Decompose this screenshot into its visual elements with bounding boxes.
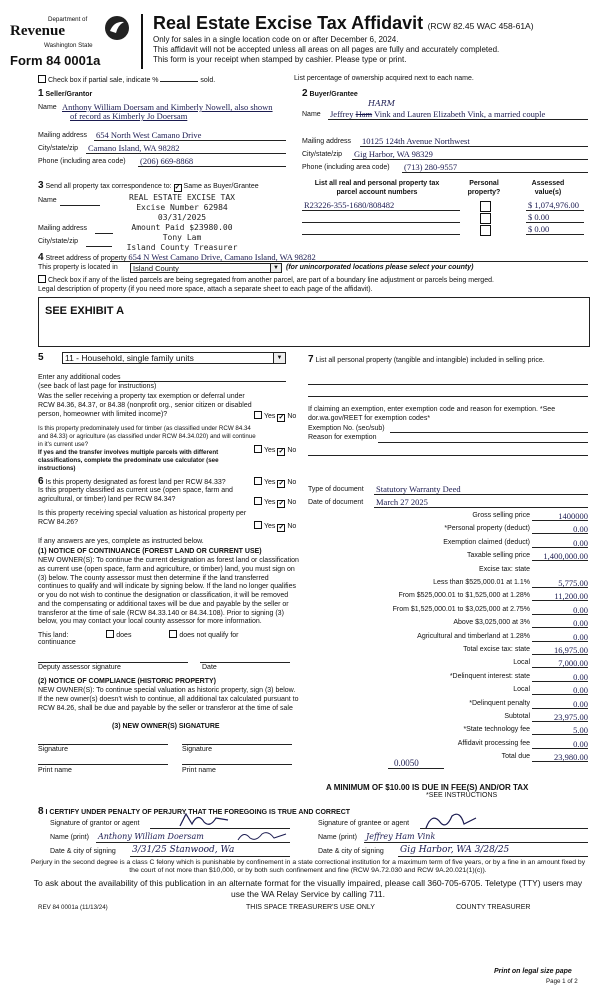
correspondence-heading: [38, 180, 259, 193]
tax-label-10: Total excise tax: state: [463, 646, 530, 653]
tax-value-9[interactable]: 0.00: [573, 631, 588, 642]
tax-value-line-17: [532, 748, 588, 749]
page-number: Page 1 of 2: [546, 978, 578, 985]
s5-q1: Was the seller receiving a property tax exemption or deferral under RCW 84.36, 84.37, or 84.38 (nonprofit org., senior citizen or disabled person, homeowner with limited income)?: [38, 393, 252, 418]
buyer-phone-line: [402, 172, 588, 173]
chevron-down-icon[interactable]: ▼: [270, 264, 281, 272]
tax-value-2[interactable]: 0.00: [573, 537, 588, 548]
land-use-select[interactable]: [62, 352, 286, 364]
form-number: Form 84 0001a: [10, 53, 101, 68]
tax-value-10[interactable]: 16,975.00: [554, 645, 588, 655]
stamp-line-6: Island County Treasurer: [126, 243, 238, 252]
deputy-date-line[interactable]: [200, 662, 290, 663]
form-title-row: [153, 13, 534, 34]
stamp-line-5: Tony Lam: [162, 233, 202, 242]
parcel-row-2-line: [302, 222, 460, 223]
minimum-notice: A MINIMUM OF $10.00 IS DUE IN FEE(S) AND/OR TAX: [326, 783, 529, 792]
does-checkbox[interactable]: [106, 630, 114, 638]
correspondence-heading-a: Send all property tax correspondence to:: [45, 183, 172, 190]
s5-q2: Is this property predominately used for timber (as classified under RCW 84.34 and 84.33) or agriculture (as classified under RCW 84.34.020) and will continue in it's current use?: [38, 425, 256, 448]
grantor-signature: [176, 810, 236, 830]
chevron-down-icon[interactable]: ▼: [273, 353, 285, 363]
assessed-header-a: Assessed: [531, 180, 565, 187]
section5-num: 5: [38, 352, 44, 363]
grantor-name-label: Name (print): [50, 834, 89, 841]
tax-value-3[interactable]: 1,400,000.00: [543, 551, 588, 562]
form-rcw: (RCW 82.45 WAC 458-61A): [427, 21, 534, 31]
segregate-row: [38, 275, 494, 286]
s6-q3-yes-checkbox[interactable]: [254, 521, 262, 529]
tax-value-line-6: [532, 600, 588, 601]
s6-q2-no-checkbox[interactable]: ✓: [278, 500, 285, 507]
additional-codes-line: [118, 381, 286, 382]
owner-sig-line-1[interactable]: [38, 744, 168, 745]
seller-heading: [38, 88, 92, 101]
additional-codes-a: Enter any additional codes: [38, 374, 121, 381]
personal-header: [462, 180, 506, 198]
s5-q2-no-checkbox[interactable]: ✓: [278, 448, 285, 455]
does-not-checkbox[interactable]: [169, 630, 177, 638]
notice1-body: NEW OWNER(S): To continue the current designation as forest land or classification as current use (open space, farm and agriculture, or timber) land, you must sign on (3) below. The county assessor must then determine if the land transferred continues to qualify and will indicate by signing below. If the land no longer qualifies or you do not wish to continue the designation or classification, it will be removed and the compensating or additional taxes will be due and payable by the seller or transferor at the time of sale (RCW 84.33.140 or 84.34.108). Prior to signing (3) below, you may contact your local county assessor for more information.: [38, 557, 299, 626]
street-label: Street address of property: [45, 255, 127, 262]
tax-value-line-13: [532, 694, 588, 695]
parcel-val-2-line: [526, 222, 584, 223]
parcel-val-3-line: [526, 234, 584, 235]
parcel-header-b: parcel account numbers: [336, 188, 418, 196]
grantor-sig-label: Signature of grantor or agent: [50, 820, 140, 827]
seller-city-line: [86, 153, 286, 154]
tax-value-14[interactable]: 0.00: [573, 698, 588, 709]
county-select[interactable]: [130, 263, 282, 273]
personal-property-line-1: [308, 384, 588, 385]
corr-city-label: City/state/zip: [38, 238, 79, 245]
tax-value-line-5: [532, 587, 588, 588]
buyer-name-label: Name: [302, 111, 321, 118]
local-rate-line: [388, 768, 444, 769]
parcel-row-3-line: [302, 234, 460, 235]
owner-print-line-2[interactable]: [182, 764, 292, 765]
perjury-notice: Perjury in the second degree is a class C felony which is punishable by confinement in a state correctional institution for a maximum term of five years, or by a fine in an amount fixed by the court of not more than $10,000, or by both such confinement and fine (RCW 9A.72.030 and RCW 9A.20.021(1)(c)).: [30, 859, 586, 875]
buyer-city-value[interactable]: Gig Harbor, WA 98329: [354, 149, 433, 159]
grantor-name-signature: [236, 828, 290, 844]
street-line: [110, 261, 588, 262]
s5-q2b: If yes and the transfer involves multiple parcels with different classifications, complete the predominate use calculator (see instructions): [38, 449, 219, 472]
tax-value-6[interactable]: 11,200.00: [554, 591, 588, 602]
tax-value-11[interactable]: 7,000.00: [558, 658, 588, 669]
tax-value-16[interactable]: 5.00: [573, 725, 588, 736]
stamp-line-1: REAL ESTATE EXCISE TAX: [129, 193, 235, 202]
county-treasurer: COUNTY TREASURER: [456, 904, 531, 911]
grantor-name-value[interactable]: Anthony William Doersam: [98, 832, 204, 841]
buyer-phone-value[interactable]: (713) 280-9557: [404, 162, 458, 172]
parcel-row-1-value[interactable]: $ 1,074,976.00: [528, 200, 579, 210]
land-use-value: 11 - Household, single family units: [65, 353, 194, 363]
s5-q1-no-checkbox[interactable]: ✓: [278, 414, 285, 421]
s6-q1-yes-label: Yes: [264, 479, 276, 486]
seller-city-label: City/state/zip: [38, 145, 79, 152]
tax-value-line-7: [532, 614, 588, 615]
seller-city-value[interactable]: Camano Island, WA 98282: [88, 143, 180, 153]
legal-description-text: SEE EXHIBIT A: [45, 305, 125, 317]
tax-value-17[interactable]: 0.00: [573, 738, 588, 749]
dept-line3: Washington State: [44, 42, 93, 49]
county-value: Island County: [133, 264, 179, 273]
tax-label-1: *Personal property (deduct): [444, 525, 530, 533]
parcel-personal-3[interactable]: [480, 225, 491, 236]
tax-label-5: Less than $525,000.01 at 1.1%: [433, 579, 530, 586]
notice2-heading: (2) NOTICE OF COMPLIANCE (HISTORIC PROPERTY): [38, 678, 216, 685]
tax-value-line-9: [532, 641, 588, 642]
tax-label-12: *Delinquent interest: state: [449, 672, 530, 680]
continuance-label: continuance: [38, 639, 76, 646]
new-owner-sig-heading: (3) NEW OWNER(S) SIGNATURE: [112, 723, 220, 730]
notice-3: This form is your receipt when stamped by cashier. Please type or print.: [153, 55, 407, 64]
notice1-heading: (1) NOTICE OF CONTINUANCE (FOREST LAND OR CURRENT USE): [38, 548, 262, 555]
s5-q2-yes-label: Yes: [264, 447, 276, 454]
corr-city-line: [86, 246, 112, 247]
tax-value-1[interactable]: 0.00: [573, 524, 588, 535]
seller-heading-text: Seller/Grantor: [45, 91, 93, 98]
grantor-date-value[interactable]: 3/31/25 Stanwood, Wa: [132, 845, 235, 855]
tax-label-9: Agricultural and timberland at 1.28%: [417, 632, 530, 640]
buyer-name-a: Jeffrey: [330, 109, 354, 119]
print-legal: Print on legal size pape: [494, 968, 572, 975]
s5-q2-answer: [254, 445, 296, 456]
seller-phone-value[interactable]: (206) 669-8868: [140, 156, 194, 166]
s6-q2-yes-label: Yes: [264, 499, 276, 506]
s6-q3: Is this property receiving special valuation as historical property per RCW 84.26?: [38, 510, 247, 526]
tax-value-15[interactable]: 23,975.00: [554, 712, 588, 722]
parcel-row-1-number[interactable]: R23226-355-1680/808482: [304, 200, 395, 210]
tax-label-18: Total due: [501, 753, 530, 761]
seller-name-1[interactable]: Anthony William Doersam and Kimberly Nowell, also shown: [62, 102, 273, 112]
corr-mailing-label: Mailing address: [38, 225, 88, 232]
located-label: This property is located in: [38, 264, 118, 271]
owner-print-line-1[interactable]: [38, 764, 168, 765]
header-divider: [141, 14, 143, 69]
treasurer-stamp: [112, 193, 252, 253]
doc-type-line: [374, 494, 588, 495]
tax-value-line-15: [532, 721, 588, 722]
legal-description-box[interactable]: [38, 297, 590, 347]
parcel-personal-2[interactable]: [480, 213, 491, 224]
tax-label-7: From $1,525,000.01 to $3,025,000 at 2.75%: [392, 605, 530, 613]
buyer-num: 2: [302, 88, 308, 99]
doc-date-value[interactable]: March 27 2025: [376, 497, 428, 507]
deputy-sig-line[interactable]: [38, 662, 188, 663]
personal-property-line-2: [308, 396, 588, 397]
corr-name-line: [60, 205, 100, 206]
parcel-header-a: List all real and personal property tax: [314, 180, 440, 187]
grantee-sig-label: Signature of grantee or agent: [318, 820, 410, 827]
buyer-city-line: [352, 159, 588, 160]
reason-line-1: [378, 442, 588, 443]
rev-number: REV 84 0001a (11/13/24): [38, 904, 108, 911]
notice-2: This affidavit will not be accepted unless all areas on all pages are fully and accurately completed.: [153, 45, 500, 54]
tax-value-line-11: [532, 667, 588, 668]
reason-line-2: [308, 455, 588, 456]
tax-label-16: *State technology fee: [463, 726, 530, 734]
additional-codes-b: (see back of last page for instructions): [38, 383, 157, 390]
tax-value-13[interactable]: 0.00: [573, 685, 588, 696]
seller-phone-line: [138, 166, 286, 167]
tax-label-17: Affidavit processing fee: [457, 739, 530, 747]
partial-sale-row: [38, 75, 215, 86]
buyer-name-b: Vink and Lauren Elizabeth Vink, a married couple: [374, 109, 546, 119]
tax-label-13: Local: [513, 686, 530, 694]
tax-label-3: Taxable selling price: [466, 552, 530, 560]
doc-type-label: Type of document: [308, 486, 364, 493]
parcel-header: [302, 180, 452, 198]
exemption-no-label: Exemption No. (sec/sub): [308, 425, 385, 432]
parcel-personal-1[interactable]: [480, 201, 491, 212]
parcel-row-1-line: [302, 210, 460, 211]
tax-value-line-0: [532, 520, 588, 521]
s6-q2-no-label: No: [287, 499, 297, 506]
s6-q2: Is this property classified as current use (open space, farm and agricultural, or timber) land per RCW 84.34?: [38, 487, 233, 503]
s5-q2-no-label: No: [287, 447, 297, 454]
tax-label-11: Local: [513, 659, 530, 667]
buyer-name-row[interactable]: [330, 109, 545, 119]
stamp-line-3: 03/31/2025: [157, 213, 207, 222]
tax-value-0[interactable]: 1400000: [558, 511, 588, 521]
s5-q1-yes-checkbox[interactable]: [254, 411, 262, 419]
seller-mailing-value[interactable]: 654 North West Camano Drive: [96, 130, 202, 140]
grantee-date-value[interactable]: Gig Harbor, WA 3/28/25: [400, 845, 510, 855]
deputy-label: Deputy assessor signature: [38, 664, 121, 671]
exemption-no-line: [390, 432, 588, 433]
assessed-header-b: value(s): [534, 188, 562, 196]
partial-sale-checkbox[interactable]: [38, 75, 46, 83]
grantor-date-line: [130, 856, 290, 857]
personal-header-a: Personal: [469, 180, 499, 187]
dor-logo: [10, 13, 130, 51]
tax-value-line-16: [532, 734, 588, 735]
pct-ownership-note: List percentage of ownership acquired next to each name.: [294, 75, 474, 82]
section7-text: List all personal property (tangible and intangible) included in selling price.: [315, 357, 545, 364]
tax-label-8: Above $3,025,000 at 3%: [453, 619, 530, 627]
partial-pct-field[interactable]: [160, 81, 198, 82]
buyer-city-label: City/state/zip: [302, 151, 343, 158]
wa-logo-icon: [104, 15, 130, 41]
tax-value-line-8: [532, 627, 588, 628]
s5-q1-no-label: No: [287, 413, 297, 420]
tax-value-line-14: [532, 708, 588, 709]
s6-q1-answer: [254, 477, 296, 488]
s6-q3-no-checkbox[interactable]: ✓: [278, 524, 285, 531]
county-note: (for unincorporated locations please select your county): [286, 264, 474, 271]
tax-value-18[interactable]: 23,980.00: [554, 752, 588, 763]
buyer-heading-text: Buyer/Grantee: [309, 91, 358, 98]
parcel-row-3-value[interactable]: $ 0.00: [528, 224, 550, 234]
buyer-phone-label: Phone (including area code): [302, 164, 390, 171]
owner-print-label-1: Print name: [38, 767, 72, 774]
tax-value-12[interactable]: 0.00: [573, 671, 588, 682]
corr-mailing-line: [95, 233, 113, 234]
doc-date-line: [374, 507, 588, 508]
seller-name-label: Name: [38, 104, 57, 111]
corr-name-label: Name: [38, 197, 57, 204]
form-title: Real Estate Excise Tax Affidavit: [153, 13, 424, 33]
tax-value-line-2: [532, 547, 588, 548]
section7-num: 7: [308, 354, 314, 365]
seller-mailing-label: Mailing address: [38, 132, 88, 139]
buyer-heading: [302, 88, 358, 101]
personal-header-b: property?: [467, 188, 501, 196]
s6-q2-yes-checkbox[interactable]: [254, 497, 262, 505]
grantee-date-label: Date & city of signing: [318, 848, 384, 855]
owner-sig-label-1: Signature: [38, 746, 68, 753]
tax-label-15: Subtotal: [504, 713, 530, 720]
segregate-checkbox[interactable]: [38, 275, 46, 283]
certify-text: I CERTIFY UNDER PENALTY OF PERJURY THAT THE FOREGOING IS TRUE AND CORRECT: [45, 809, 351, 816]
tax-value-line-1: [532, 533, 588, 534]
s6-q3-yes-label: Yes: [264, 523, 276, 530]
seller-num: 1: [38, 88, 44, 99]
street-num: 4: [38, 252, 44, 263]
s6-q3-answer: [254, 521, 296, 532]
tax-value-line-12: [532, 681, 588, 682]
section6-num: 6: [38, 476, 44, 487]
s6-any-yes: If any answers are yes, complete as instructed below.: [38, 538, 204, 545]
deputy-date-label: Date: [202, 664, 217, 671]
tax-label-2: Exemption claimed (deduct): [443, 538, 530, 546]
this-land-label: This land:: [38, 632, 69, 639]
tax-label-14: *Delinquent penalty: [469, 699, 530, 707]
tax-label-0: Gross selling price: [472, 512, 530, 519]
tax-value-5[interactable]: 5,775.00: [558, 578, 588, 588]
s6-q3-no-label: No: [287, 523, 297, 530]
treasurer-use: THIS SPACE TREASURER'S USE ONLY: [246, 904, 375, 911]
buyer-mailing-line: [360, 146, 588, 147]
s5-q1-yes-label: Yes: [264, 413, 276, 420]
grantee-date-line: [398, 856, 588, 857]
dept-line2: Revenue: [10, 23, 65, 39]
doc-type-value[interactable]: Statutory Warranty Deed: [376, 484, 461, 494]
street-address[interactable]: 654 N West Camano Drive, Camano Island, WA 98282: [128, 252, 316, 262]
stamp-line-2: Excise Number 62984: [136, 203, 228, 212]
tax-value-7[interactable]: 0.00: [573, 604, 588, 615]
exemption-claim: If claiming an exemption, enter exemption code and reason for exemption. *See dor.wa.gov/REET for exemption codes*: [308, 406, 556, 422]
grantee-name-label: Name (print): [318, 834, 357, 841]
alternate-format: To ask about the availability of this publication in an alternate format for the visually impaired, please call 360-705-6705. Teletype (TTY) users may use the WA Relay Service by calling 711.: [33, 878, 583, 899]
tax-value-8[interactable]: 0.00: [573, 618, 588, 629]
s5-q2-yes-checkbox[interactable]: [254, 445, 262, 453]
does-not-label: does not qualify for: [179, 632, 239, 639]
dept-line1: Department of: [48, 16, 88, 23]
buyer-name-line: [328, 119, 588, 120]
same-as-buyer-checkbox[interactable]: ✓: [174, 184, 181, 191]
certify-num: 8: [38, 806, 44, 817]
s6-q1-no-checkbox[interactable]: ✓: [278, 480, 285, 487]
seller-phone-label: Phone (including area code): [38, 158, 126, 165]
correspondence-num: 3: [38, 180, 44, 191]
tax-label-6: From $525,000.01 to $1,525,000 at 1.28%: [398, 592, 530, 600]
reason-label: Reason for exemption: [308, 434, 377, 441]
partial-label-b: sold.: [200, 77, 216, 84]
owner-sig-label-2: Signature: [182, 746, 212, 753]
s5-q1-answer: [254, 411, 296, 422]
notice-1: Only for sales in a single location code on or after December 6, 2024.: [153, 35, 399, 44]
segregate-text: Check box if any of the listed parcels are being segregated from another parcel, are part of a boundary line adjustment or parcels being merged.: [48, 277, 494, 284]
buyer-mailing-value[interactable]: 10125 124th Avenue Northwest: [362, 136, 470, 146]
doc-date-label: Date of document: [308, 499, 364, 506]
stamp-line-4: Amount Paid $23980.00: [131, 223, 233, 232]
see-instructions: *SEE INSTRUCTIONS: [426, 792, 498, 799]
grantee-name-line: [364, 842, 588, 843]
seller-name-2[interactable]: of record as Kimberly Jo Doersam: [70, 111, 188, 121]
section7: [308, 354, 584, 367]
parcel-row-2-value[interactable]: $ 0.00: [528, 212, 550, 222]
parcel-val-1-line: [526, 210, 584, 211]
buyer-name-insert: HARM: [368, 99, 395, 108]
partial-label-a: Check box if partial sale, indicate %: [48, 77, 159, 84]
tax-value-line-3: [532, 560, 588, 561]
s6-q1-yes-checkbox[interactable]: [254, 477, 262, 485]
tax-value-line-10: [532, 654, 588, 655]
tax-value-line-18: [532, 761, 588, 762]
buyer-name-struck: Ham: [355, 109, 373, 119]
local-rate[interactable]: 0.0050: [394, 758, 419, 768]
grantee-name-value[interactable]: Jeffrey Ham Vink: [366, 832, 436, 841]
notice2-body: NEW OWNER(S): To continue special valuation as historic property, sign (3) below. If the new owner(s) doesn't wish to continue, all additional tax calculated pursuant to RCW 84.26, shall be due and payable by the seller or transferor at the time of sale: [38, 687, 299, 712]
assessed-header: [518, 180, 578, 198]
s6-q1-no-label: No: [287, 479, 297, 486]
correspondence-heading-b: Same as Buyer/Grantee: [183, 183, 259, 190]
does-label: does: [116, 632, 132, 639]
owner-sig-line-2[interactable]: [182, 744, 292, 745]
s6-q1: Is this property designated as forest land per RCW 84.33?: [45, 479, 226, 486]
legal-label: Legal description of property (if you need more space, attach a separate sheet to each page of the affidavit).: [38, 286, 373, 293]
tax-label-4: Excise tax: state: [479, 565, 530, 573]
owner-print-label-2: Print name: [182, 767, 216, 774]
grantee-signature: [420, 810, 480, 832]
s6-q2-answer: [254, 497, 296, 508]
seller-mailing-line: [94, 140, 286, 141]
buyer-mailing-label: Mailing address: [302, 138, 352, 145]
grantor-date-label: Date & city of signing: [50, 848, 116, 855]
